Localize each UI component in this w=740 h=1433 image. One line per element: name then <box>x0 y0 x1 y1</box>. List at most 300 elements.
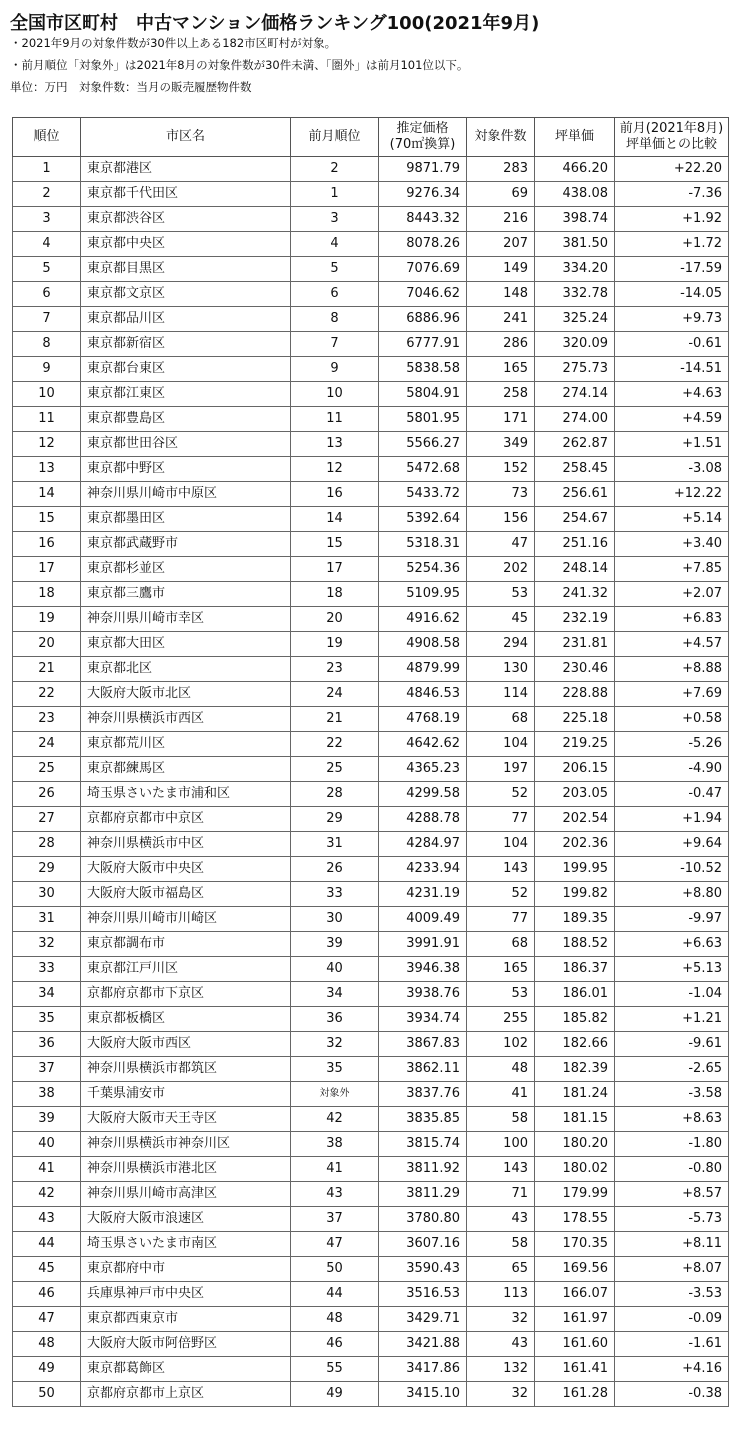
table-row <box>13 1357 729 1382</box>
table-row <box>13 457 729 482</box>
change-cell: +8.63 <box>615 1107 729 1132</box>
rank-cell: 36 <box>13 1032 81 1057</box>
name-cell: 大阪府大阪市浪速区 <box>81 1207 291 1232</box>
prev-rank-cell: 50 <box>291 1257 379 1282</box>
table-row <box>13 1132 729 1157</box>
tsubo-cell: 203.05 <box>535 782 615 807</box>
count-cell: 294 <box>467 632 535 657</box>
name-cell: 東京都北区 <box>81 657 291 682</box>
count-cell: 207 <box>467 232 535 257</box>
rank-cell: 20 <box>13 632 81 657</box>
price-cell: 3811.29 <box>379 1182 467 1207</box>
name-cell: 兵庫県神戸市中央区 <box>81 1282 291 1307</box>
rank-cell: 15 <box>13 507 81 532</box>
rank-cell: 6 <box>13 282 81 307</box>
table-row <box>13 407 729 432</box>
name-cell: 京都府京都市下京区 <box>81 982 291 1007</box>
table-row <box>13 632 729 657</box>
name-cell: 東京都墨田区 <box>81 507 291 532</box>
name-cell: 京都府京都市上京区 <box>81 1382 291 1407</box>
prev-rank-cell: 15 <box>291 532 379 557</box>
name-cell: 神奈川県横浜市神奈川区 <box>81 1132 291 1157</box>
prev-rank-cell: 1 <box>291 182 379 207</box>
name-cell: 東京都江戸川区 <box>81 957 291 982</box>
tsubo-cell: 161.28 <box>535 1382 615 1407</box>
units-note: 単位：万円 対象件数：当月の販売履歴物件数 <box>10 80 252 94</box>
tsubo-cell: 199.82 <box>535 882 615 907</box>
table-row <box>13 1182 729 1207</box>
rank-cell: 4 <box>13 232 81 257</box>
tsubo-cell: 230.46 <box>535 657 615 682</box>
tsubo-cell: 225.18 <box>535 707 615 732</box>
count-cell: 48 <box>467 1057 535 1082</box>
price-cell: 8443.32 <box>379 207 467 232</box>
tsubo-cell: 248.14 <box>535 557 615 582</box>
change-cell: +9.64 <box>615 832 729 857</box>
prev-rank-cell: 28 <box>291 782 379 807</box>
table-row <box>13 1007 729 1032</box>
tsubo-cell: 262.87 <box>535 432 615 457</box>
change-cell: -3.08 <box>615 457 729 482</box>
table-row <box>13 1232 729 1257</box>
price-cell: 5254.36 <box>379 557 467 582</box>
rank-cell: 3 <box>13 207 81 232</box>
count-cell: 69 <box>467 182 535 207</box>
count-cell: 165 <box>467 357 535 382</box>
name-cell: 東京都中央区 <box>81 232 291 257</box>
price-cell: 3835.85 <box>379 1107 467 1132</box>
prev-rank-cell: 41 <box>291 1157 379 1182</box>
rank-cell: 27 <box>13 807 81 832</box>
change-cell: +8.11 <box>615 1232 729 1257</box>
rank-cell: 49 <box>13 1357 81 1382</box>
table-row <box>13 1082 729 1107</box>
prev-rank-cell: 8 <box>291 307 379 332</box>
tsubo-cell: 251.16 <box>535 532 615 557</box>
count-cell: 114 <box>467 682 535 707</box>
table-row <box>13 1157 729 1182</box>
count-cell: 45 <box>467 607 535 632</box>
table-row <box>13 657 729 682</box>
count-cell: 171 <box>467 407 535 432</box>
table-row <box>13 582 729 607</box>
price-cell: 3421.88 <box>379 1332 467 1357</box>
prev-rank-cell: 43 <box>291 1182 379 1207</box>
price-cell: 3934.74 <box>379 1007 467 1032</box>
price-cell: 4916.62 <box>379 607 467 632</box>
change-cell: +3.40 <box>615 532 729 557</box>
change-cell: -1.61 <box>615 1332 729 1357</box>
name-cell: 東京都目黒区 <box>81 257 291 282</box>
table-row <box>13 682 729 707</box>
change-cell: -5.26 <box>615 732 729 757</box>
change-cell: +1.94 <box>615 807 729 832</box>
rank-cell: 7 <box>13 307 81 332</box>
prev-rank-cell: 38 <box>291 1132 379 1157</box>
table-row <box>13 482 729 507</box>
rank-cell: 16 <box>13 532 81 557</box>
prev-rank-cell: 40 <box>291 957 379 982</box>
rank-cell: 35 <box>13 1007 81 1032</box>
count-cell: 102 <box>467 1032 535 1057</box>
count-cell: 43 <box>467 1207 535 1232</box>
prev-rank-cell: 4 <box>291 232 379 257</box>
name-cell: 神奈川県横浜市港北区 <box>81 1157 291 1182</box>
count-cell: 202 <box>467 557 535 582</box>
rank-cell: 34 <box>13 982 81 1007</box>
change-cell: -0.09 <box>615 1307 729 1332</box>
change-cell: -3.53 <box>615 1282 729 1307</box>
count-cell: 152 <box>467 457 535 482</box>
note-prev-rank: ・前月順位「対象外」は2021年8月の対象件数が30件未満、「圏外」は前月101位以下。 <box>10 58 469 72</box>
header-change-line2: 坪単価との比較 <box>625 137 717 152</box>
price-cell: 3417.86 <box>379 1357 467 1382</box>
price-cell: 9276.34 <box>379 182 467 207</box>
prev-rank-cell: 23 <box>291 657 379 682</box>
change-cell: -5.73 <box>615 1207 729 1232</box>
count-cell: 283 <box>467 157 535 182</box>
name-cell: 東京都台東区 <box>81 357 291 382</box>
price-cell: 4846.53 <box>379 682 467 707</box>
rank-cell: 43 <box>13 1207 81 1232</box>
prev-rank-cell: 33 <box>291 882 379 907</box>
rank-cell: 33 <box>13 957 81 982</box>
tsubo-cell: 332.78 <box>535 282 615 307</box>
name-cell: 東京都葛飾区 <box>81 1357 291 1382</box>
name-cell: 京都府京都市中京区 <box>81 807 291 832</box>
price-cell: 4231.19 <box>379 882 467 907</box>
header-count: 対象件数 <box>467 118 535 157</box>
prev-rank-cell: 31 <box>291 832 379 857</box>
name-cell: 東京都千代田区 <box>81 182 291 207</box>
rank-cell: 45 <box>13 1257 81 1282</box>
prev-rank-cell: 30 <box>291 907 379 932</box>
price-cell: 5318.31 <box>379 532 467 557</box>
tsubo-cell: 181.15 <box>535 1107 615 1132</box>
rank-cell: 24 <box>13 732 81 757</box>
count-cell: 216 <box>467 207 535 232</box>
change-cell: -3.58 <box>615 1082 729 1107</box>
table-row <box>13 357 729 382</box>
change-cell: +12.22 <box>615 482 729 507</box>
price-cell: 9871.79 <box>379 157 467 182</box>
name-cell: 神奈川県横浜市西区 <box>81 707 291 732</box>
tsubo-cell: 161.97 <box>535 1307 615 1332</box>
price-cell: 5433.72 <box>379 482 467 507</box>
prev-rank-cell: 2 <box>291 157 379 182</box>
price-cell: 3938.76 <box>379 982 467 1007</box>
header-change <box>615 118 729 157</box>
change-cell: -7.36 <box>615 182 729 207</box>
tsubo-cell: 232.19 <box>535 607 615 632</box>
price-cell: 5801.95 <box>379 407 467 432</box>
rank-cell: 10 <box>13 382 81 407</box>
price-cell: 5838.58 <box>379 357 467 382</box>
count-cell: 156 <box>467 507 535 532</box>
prev-rank-cell: 17 <box>291 557 379 582</box>
rank-cell: 30 <box>13 882 81 907</box>
prev-rank-cell: 18 <box>291 582 379 607</box>
change-cell: -10.52 <box>615 857 729 882</box>
change-cell: +1.21 <box>615 1007 729 1032</box>
tsubo-cell: 320.09 <box>535 332 615 357</box>
name-cell: 埼玉県さいたま市浦和区 <box>81 782 291 807</box>
change-cell: +4.63 <box>615 382 729 407</box>
tsubo-cell: 231.81 <box>535 632 615 657</box>
table-row <box>13 807 729 832</box>
rank-cell: 13 <box>13 457 81 482</box>
tsubo-cell: 161.41 <box>535 1357 615 1382</box>
rank-cell: 12 <box>13 432 81 457</box>
rank-cell: 44 <box>13 1232 81 1257</box>
change-cell: +8.80 <box>615 882 729 907</box>
tsubo-cell: 258.45 <box>535 457 615 482</box>
table-row <box>13 607 729 632</box>
name-cell: 大阪府大阪市阿倍野区 <box>81 1332 291 1357</box>
table-row <box>13 207 729 232</box>
prev-rank-cell: 10 <box>291 382 379 407</box>
prev-rank-cell: 20 <box>291 607 379 632</box>
change-cell: +8.88 <box>615 657 729 682</box>
name-cell: 東京都府中市 <box>81 1257 291 1282</box>
count-cell: 52 <box>467 782 535 807</box>
tsubo-cell: 181.24 <box>535 1082 615 1107</box>
price-cell: 3811.92 <box>379 1157 467 1182</box>
header-price-line1: 推定価格 <box>396 121 449 136</box>
change-cell: -9.97 <box>615 907 729 932</box>
prev-rank-cell: 11 <box>291 407 379 432</box>
count-cell: 77 <box>467 807 535 832</box>
name-cell: 東京都港区 <box>81 157 291 182</box>
table-header-row <box>13 118 729 157</box>
price-cell: 6886.96 <box>379 307 467 332</box>
table-row <box>13 957 729 982</box>
rank-cell: 11 <box>13 407 81 432</box>
name-cell: 東京都世田谷区 <box>81 432 291 457</box>
prev-rank-cell: 47 <box>291 1232 379 1257</box>
change-cell: +5.14 <box>615 507 729 532</box>
table-row <box>13 907 729 932</box>
count-cell: 32 <box>467 1307 535 1332</box>
price-cell: 4233.94 <box>379 857 467 882</box>
count-cell: 32 <box>467 1382 535 1407</box>
table-row <box>13 1307 729 1332</box>
table-row <box>13 1057 729 1082</box>
rank-cell: 47 <box>13 1307 81 1332</box>
name-cell: 東京都調布市 <box>81 932 291 957</box>
rank-cell: 46 <box>13 1282 81 1307</box>
prev-rank-cell: 32 <box>291 1032 379 1057</box>
table-body <box>13 157 729 1407</box>
price-cell: 4288.78 <box>379 807 467 832</box>
change-cell: +6.63 <box>615 932 729 957</box>
table-row <box>13 832 729 857</box>
count-cell: 132 <box>467 1357 535 1382</box>
name-cell: 東京都文京区 <box>81 282 291 307</box>
rank-cell: 14 <box>13 482 81 507</box>
price-cell: 4009.49 <box>379 907 467 932</box>
change-cell: +8.07 <box>615 1257 729 1282</box>
table-row <box>13 557 729 582</box>
count-cell: 52 <box>467 882 535 907</box>
table-row <box>13 1282 729 1307</box>
count-cell: 47 <box>467 532 535 557</box>
tsubo-cell: 169.56 <box>535 1257 615 1282</box>
price-cell: 4365.23 <box>379 757 467 782</box>
rank-cell: 32 <box>13 932 81 957</box>
rank-cell: 48 <box>13 1332 81 1357</box>
tsubo-cell: 189.35 <box>535 907 615 932</box>
name-cell: 東京都品川区 <box>81 307 291 332</box>
table-row <box>13 182 729 207</box>
prev-rank-cell: 42 <box>291 1107 379 1132</box>
name-cell: 大阪府大阪市中央区 <box>81 857 291 882</box>
change-cell: -0.80 <box>615 1157 729 1182</box>
price-cell: 4642.62 <box>379 732 467 757</box>
tsubo-cell: 180.02 <box>535 1157 615 1182</box>
count-cell: 104 <box>467 832 535 857</box>
table-row <box>13 757 729 782</box>
count-cell: 349 <box>467 432 535 457</box>
prev-rank-cell: 35 <box>291 1057 379 1082</box>
rank-cell: 31 <box>13 907 81 932</box>
tsubo-cell: 202.36 <box>535 832 615 857</box>
tsubo-cell: 170.35 <box>535 1232 615 1257</box>
count-cell: 241 <box>467 307 535 332</box>
table-row <box>13 982 729 1007</box>
change-cell: -4.90 <box>615 757 729 782</box>
tsubo-cell: 178.55 <box>535 1207 615 1232</box>
header-change-line1: 前月(2021年8月) <box>619 121 724 136</box>
count-cell: 100 <box>467 1132 535 1157</box>
change-cell: +7.69 <box>615 682 729 707</box>
header-tsubo: 坪単価 <box>535 118 615 157</box>
prev-rank-cell: 29 <box>291 807 379 832</box>
change-cell: -9.61 <box>615 1032 729 1057</box>
change-cell: +4.57 <box>615 632 729 657</box>
change-cell: +1.51 <box>615 432 729 457</box>
change-cell: +1.72 <box>615 232 729 257</box>
name-cell: 東京都杉並区 <box>81 557 291 582</box>
rank-cell: 21 <box>13 657 81 682</box>
name-cell: 東京都武蔵野市 <box>81 532 291 557</box>
rank-cell: 28 <box>13 832 81 857</box>
count-cell: 53 <box>467 582 535 607</box>
count-cell: 104 <box>467 732 535 757</box>
name-cell: 神奈川県横浜市中区 <box>81 832 291 857</box>
tsubo-cell: 202.54 <box>535 807 615 832</box>
table-row <box>13 382 729 407</box>
price-cell: 4299.58 <box>379 782 467 807</box>
prev-rank-cell: 6 <box>291 282 379 307</box>
table-row <box>13 1207 729 1232</box>
rank-cell: 39 <box>13 1107 81 1132</box>
header-prev-rank: 前月順位 <box>291 118 379 157</box>
prev-rank-cell: 3 <box>291 207 379 232</box>
table-row <box>13 1332 729 1357</box>
count-cell: 73 <box>467 482 535 507</box>
name-cell: 東京都三鷹市 <box>81 582 291 607</box>
rank-cell: 38 <box>13 1082 81 1107</box>
tsubo-cell: 274.00 <box>535 407 615 432</box>
prev-rank-cell: 37 <box>291 1207 379 1232</box>
count-cell: 71 <box>467 1182 535 1207</box>
change-cell: -1.80 <box>615 1132 729 1157</box>
change-cell: +7.85 <box>615 557 729 582</box>
count-cell: 113 <box>467 1282 535 1307</box>
change-cell: +2.07 <box>615 582 729 607</box>
count-cell: 77 <box>467 907 535 932</box>
prev-rank-cell: 16 <box>291 482 379 507</box>
name-cell: 千葉県浦安市 <box>81 1082 291 1107</box>
change-cell: +9.73 <box>615 307 729 332</box>
price-cell: 5392.64 <box>379 507 467 532</box>
count-cell: 258 <box>467 382 535 407</box>
table-row <box>13 232 729 257</box>
price-cell: 3590.43 <box>379 1257 467 1282</box>
price-cell: 5566.27 <box>379 432 467 457</box>
price-cell: 3946.38 <box>379 957 467 982</box>
tsubo-cell: 206.15 <box>535 757 615 782</box>
count-cell: 148 <box>467 282 535 307</box>
rank-cell: 22 <box>13 682 81 707</box>
change-cell: +0.58 <box>615 707 729 732</box>
table-row <box>13 732 729 757</box>
count-cell: 58 <box>467 1107 535 1132</box>
rank-cell: 23 <box>13 707 81 732</box>
table-row <box>13 257 729 282</box>
name-cell: 神奈川県横浜市都筑区 <box>81 1057 291 1082</box>
price-cell: 3429.71 <box>379 1307 467 1332</box>
name-cell: 神奈川県川崎市中原区 <box>81 482 291 507</box>
name-cell: 東京都中野区 <box>81 457 291 482</box>
rank-cell: 9 <box>13 357 81 382</box>
rank-cell: 26 <box>13 782 81 807</box>
prev-rank-cell: 9 <box>291 357 379 382</box>
name-cell: 大阪府大阪市北区 <box>81 682 291 707</box>
tsubo-cell: 219.25 <box>535 732 615 757</box>
price-cell: 7076.69 <box>379 257 467 282</box>
rank-cell: 40 <box>13 1132 81 1157</box>
change-cell: -14.05 <box>615 282 729 307</box>
tsubo-cell: 182.66 <box>535 1032 615 1057</box>
price-cell: 3607.16 <box>379 1232 467 1257</box>
tsubo-cell: 325.24 <box>535 307 615 332</box>
prev-rank-cell: 22 <box>291 732 379 757</box>
prev-rank-cell: 12 <box>291 457 379 482</box>
tsubo-cell: 182.39 <box>535 1057 615 1082</box>
change-cell: +6.83 <box>615 607 729 632</box>
tsubo-cell: 275.73 <box>535 357 615 382</box>
prev-rank-cell: 19 <box>291 632 379 657</box>
name-cell: 東京都渋谷区 <box>81 207 291 232</box>
tsubo-cell: 185.82 <box>535 1007 615 1032</box>
price-cell: 4768.19 <box>379 707 467 732</box>
price-cell: 5109.95 <box>379 582 467 607</box>
count-cell: 286 <box>467 332 535 357</box>
price-cell: 4908.58 <box>379 632 467 657</box>
change-cell: +4.59 <box>615 407 729 432</box>
change-cell: +22.20 <box>615 157 729 182</box>
name-cell: 東京都荒川区 <box>81 732 291 757</box>
name-cell: 埼玉県さいたま市南区 <box>81 1232 291 1257</box>
rank-cell: 1 <box>13 157 81 182</box>
table-row <box>13 157 729 182</box>
count-cell: 149 <box>467 257 535 282</box>
name-cell: 大阪府大阪市福島区 <box>81 882 291 907</box>
count-cell: 130 <box>467 657 535 682</box>
price-cell: 6777.91 <box>379 332 467 357</box>
